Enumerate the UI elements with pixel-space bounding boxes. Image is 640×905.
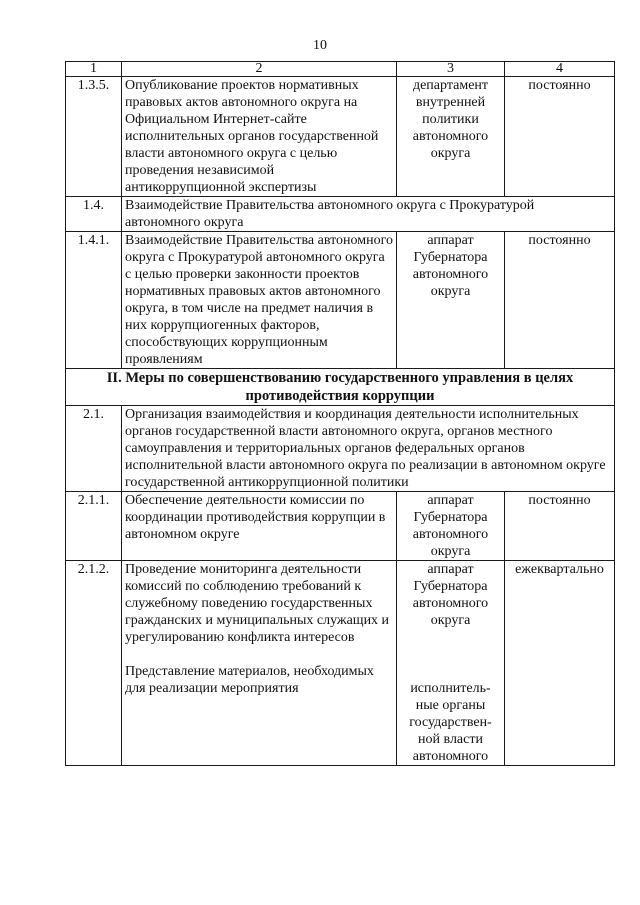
section-heading-row [66,369,615,406]
item-number: 1.4. [66,197,122,232]
item-description: Обеспечение деятельности комиссии по координации противодействия коррупции в автономном округе [122,492,397,561]
table-row [66,492,615,561]
item-description: Организация взаимодействия и координация деятельности исполнительных органов государственной власти автономного округа, органов местного самоуправления и территориальных органов федеральных органов исполнительной власти автономного округа по реализации в автономном округе государственной антикоррупционной политики [122,406,615,492]
item-responsible [397,561,505,766]
action-plan-table [65,61,615,766]
item-number: 2.1.2. [66,561,122,766]
table-row [66,197,615,232]
item-description [122,561,397,766]
item-responsible-part-2: исполнитель-ные органы государствен-ной власти автономного [409,681,492,764]
item-description: Взаимодействие Правительства автономного округа с Прокуратурой автономного округа [122,197,615,232]
item-responsible: аппарат Губернатора автономного округа [397,232,505,369]
item-number: 2.1.1. [66,492,122,561]
column-number-4: 4 [505,62,615,77]
column-number-2: 2 [122,62,397,77]
item-number: 1.3.5. [66,77,122,197]
item-term: ежеквартально [505,561,615,766]
item-responsible: аппарат Губернатора автономного округа [397,492,505,561]
item-description: Опубликование проектов нормативных правовых актов автономного округа на Официальном Интернет-сайте исполнительных органов государственной власти автономного округа с целью проведения независимой антикоррупционной экспертизы [122,77,397,197]
table-header-row [66,62,615,77]
item-responsible-part-1: аппарат Губернатора автономного округа [412,562,489,628]
table-row [66,77,615,197]
item-description-part-1: Проведение мониторинга деятельности комиссий по соблюдению требований к служебному поведению государственных гражданских и муниципальных служащих и урегулированию конфликта интересов [125,562,390,645]
column-number-3: 3 [397,62,505,77]
item-number: 2.1. [66,406,122,492]
page-number: 10 [313,38,327,53]
table-row [66,561,615,766]
item-term: постоянно [505,492,615,561]
section-heading: II. Меры по совершенствованию государственного управления в целях противодействия коррупции [66,369,615,406]
item-term: постоянно [505,232,615,369]
item-description: Взаимодействие Правительства автономного округа с Прокуратурой автономного округа с целью проверки законности проектов нормативных правовых актов автономного округа, в том числе на предмет наличия в них коррупциогенных факторов, способствующих коррупционным проявлениям [122,232,397,369]
item-responsible: департамент внутренней политики автономного округа [397,77,505,197]
item-term: постоянно [505,77,615,197]
item-description-part-2: Представление материалов, необходимых для реализации мероприятия [125,664,374,696]
table-row [66,232,615,369]
item-number: 1.4.1. [66,232,122,369]
column-number-1: 1 [66,62,122,77]
table-row [66,406,615,492]
